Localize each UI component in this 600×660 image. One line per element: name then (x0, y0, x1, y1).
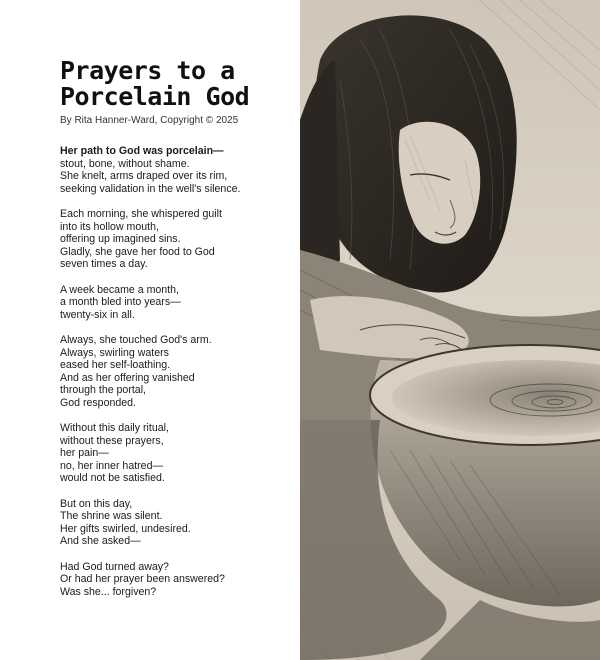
poem-line: Always, she touched God's arm. (60, 333, 212, 346)
poem-line: She knelt, arms draped over its rim, (60, 170, 228, 183)
poem-line: Gladly, she gave her food to God (60, 245, 215, 258)
poem-line: no, her inner hatred— (60, 459, 164, 472)
poem-line: twenty-six in all. (60, 308, 135, 321)
text-column (60, 58, 292, 611)
poem-line: And she asked— (60, 535, 141, 548)
poem-line: Her gifts swirled, undesired. (60, 522, 191, 535)
poem-line: eased her self-loathing. (60, 359, 171, 372)
poem-line: would not be satisfied. (60, 472, 165, 485)
poem-line: seeking validation in the well's silence. (60, 182, 241, 195)
poem-line: Each morning, she whispered guilt (60, 207, 222, 220)
poem-line: Had God turned away? (60, 560, 169, 573)
poem-line: her pain— (60, 447, 109, 460)
poem-title-line-1: Prayers to a (60, 56, 235, 85)
poem-line: without these prayers, (60, 434, 164, 447)
poem-stanza (60, 284, 292, 322)
pencil-sketch-illustration (300, 0, 600, 660)
poem-line: seven times a day. (60, 258, 148, 271)
poem-line: Her path to God was porcelain— (60, 145, 224, 157)
poem-line: Or had her prayer been answered? (60, 573, 225, 586)
poem-line: through the portal, (60, 384, 146, 397)
poem-line: Always, swirling waters (60, 346, 169, 359)
poem-line: But on this day, (60, 497, 133, 510)
poem-stanza (60, 145, 292, 195)
poem-line: And as her offering vanished (60, 371, 195, 384)
poem-line: God responded. (60, 396, 136, 409)
poem-title (60, 58, 292, 110)
poem-stanza (60, 498, 292, 548)
poem-stanza (60, 561, 292, 599)
poem-stanza (60, 334, 292, 410)
poem-stanza (60, 422, 292, 485)
poem-line: into its hollow mouth, (60, 220, 159, 233)
poem-line: a month bled into years— (60, 296, 181, 309)
poem-line: The shrine was silent. (60, 510, 163, 523)
author-byline: By Rita Hanner-Ward, Copyright © 2025 (60, 115, 239, 126)
poem-line: Was she... forgiven? (60, 585, 157, 598)
poem-line: stout, bone, without shame. (60, 157, 190, 170)
poem-stanza (60, 208, 292, 271)
poem-line: A week became a month, (60, 283, 179, 296)
poem-line: offering up imagined sins. (60, 233, 181, 246)
sketch-drawing (300, 0, 600, 660)
poem-line: Without this daily ritual, (60, 422, 169, 435)
poem-title-line-2: Porcelain God (60, 82, 250, 111)
poem-body (60, 145, 292, 598)
